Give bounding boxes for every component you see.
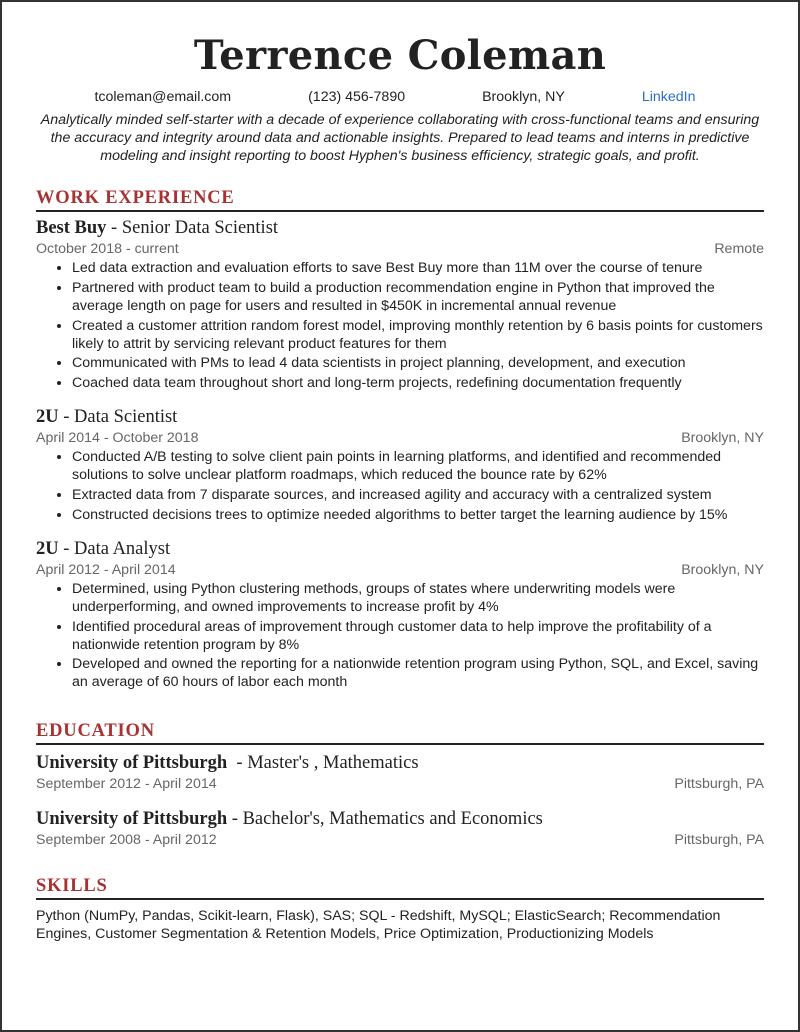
education-separator: -: [227, 753, 248, 774]
job-entry: [36, 405, 764, 524]
skills-text: Python (NumPy, Pandas, Scikit-learn, Flask), SAS; SQL - Redshift, MySQL; ElasticSearch; Recommendation Engines, Customer Segmentation & Retention Models, Price Optimization, Productionizing Models: [36, 908, 721, 943]
bullet-item: • Partnered with product team to build a production recommendation engine in Python that improved the average length on page for users and resulted in $450K in incremental annual revenue: [72, 279, 764, 315]
bullet-item: • Led data extraction and evaluation efforts to save Best Buy more than 11M over the course of tenure: [72, 259, 764, 277]
education-entry: [36, 751, 764, 794]
job-dates: April 2012 - April 2014: [36, 561, 176, 578]
job-dates: April 2014 - October 2018: [36, 430, 199, 447]
job-bullets: [36, 259, 764, 392]
education-location: Pittsburgh, PA: [674, 776, 764, 793]
bullet-item: • Created a customer attrition random forest model, improving monthly retention by 6 basis points for customers likely to attrit by servicing relevant product features for them: [72, 317, 764, 353]
job-separator: -: [106, 218, 122, 238]
bullet-item: • Constructed decisions trees to optimize needed algorithms to better target the learning audience by 15%: [72, 506, 764, 524]
bullet-item: • Identified procedural areas of improvement through customer data to help improve the profitability of a nationwide retention program by 8%: [72, 618, 764, 654]
candidate-name: Terrence Coleman: [193, 32, 607, 79]
job-location: Remote: [714, 241, 764, 257]
education-meta: [36, 831, 764, 850]
education-degree: Master's , Mathematics: [247, 753, 419, 774]
job-header: [36, 537, 764, 561]
job-bullets: [36, 580, 764, 692]
job-dates: October 2018 - current: [36, 241, 179, 257]
job-header: [36, 405, 764, 429]
skills-heading: SKILLS: [36, 876, 764, 900]
job-separator: -: [58, 407, 75, 428]
education-degree: Bachelor's, Mathematics and Economics: [242, 809, 543, 830]
education-school: University of Pittsburgh: [36, 809, 228, 830]
linkedin-link[interactable]: LinkedIn: [641, 89, 696, 105]
job-role: Data Scientist: [74, 407, 178, 428]
job-company: Best Buy: [36, 218, 107, 238]
job-company: 2U: [36, 407, 59, 428]
summary-text: Analytically minded self-starter with a decade of experience collaborating with cross-functional teams and ensuring the accuracy and integrity around data and actionable insights. Prepared to lead teams and interns in predictive modeling and insight reporting to boost Hyphen's business efficiency, strategic goals, and profit.: [40, 112, 760, 164]
work-experience-heading: WORK EXPERIENCE: [36, 188, 764, 212]
job-meta: [36, 429, 764, 448]
education-dates: September 2008 - April 2012: [36, 832, 217, 849]
education-header: [36, 751, 764, 775]
job-meta: [36, 561, 764, 580]
job-entry: [36, 537, 764, 692]
location-text: Brooklyn, NY: [482, 89, 565, 105]
bullet-item: • Developed and owned the reporting for a nationwide retention program using Python, SQL, and Excel, saving an average of 60 hours of labor each month: [72, 655, 764, 691]
education-heading: EDUCATION: [36, 721, 764, 745]
education-meta: [36, 775, 764, 794]
bullet-item: • Communicated with PMs to lead 4 data scientists in project planning, development, and execution: [72, 354, 764, 372]
job-bullets: [36, 448, 764, 524]
job-company: 2U: [36, 538, 59, 559]
contact-row: [36, 88, 764, 106]
bullet-item: • Determined, using Python clustering methods, groups of states where underwriting models were underperforming, and owned improvements to increase profit by 4%: [72, 580, 764, 616]
job-meta: [36, 240, 764, 259]
bullet-item: • Coached data team throughout short and long-term projects, redefining documentation frequently: [72, 374, 764, 392]
education-school: University of Pittsburgh: [36, 753, 228, 774]
education-entry: [36, 807, 764, 850]
bullet-item: • Conducted A/B testing to solve client pain points in learning platforms, and identified and recommended solutions to solve unclear platform roadmaps, which reduced the bounce rate by 62%: [72, 448, 764, 484]
education-header: [36, 807, 764, 831]
job-role: Senior Data Scientist: [121, 218, 279, 238]
bullet-item: • Extracted data from 7 disparate sources, and increased agility and accuracy with a centralized system: [72, 486, 764, 504]
education-location: Pittsburgh, PA: [674, 832, 764, 849]
job-entry: [36, 216, 764, 392]
job-location: Brooklyn, NY: [681, 430, 764, 447]
email-text: tcoleman@email.com: [94, 89, 232, 105]
job-separator: -: [58, 538, 75, 559]
job-role: Data Analyst: [74, 538, 171, 559]
phone-text: (123) 456-7890: [308, 89, 406, 105]
job-header: [36, 216, 764, 240]
job-location: Brooklyn, NY: [681, 561, 764, 578]
education-dates: September 2012 - April 2014: [36, 776, 217, 793]
education-separator: -: [227, 809, 243, 830]
